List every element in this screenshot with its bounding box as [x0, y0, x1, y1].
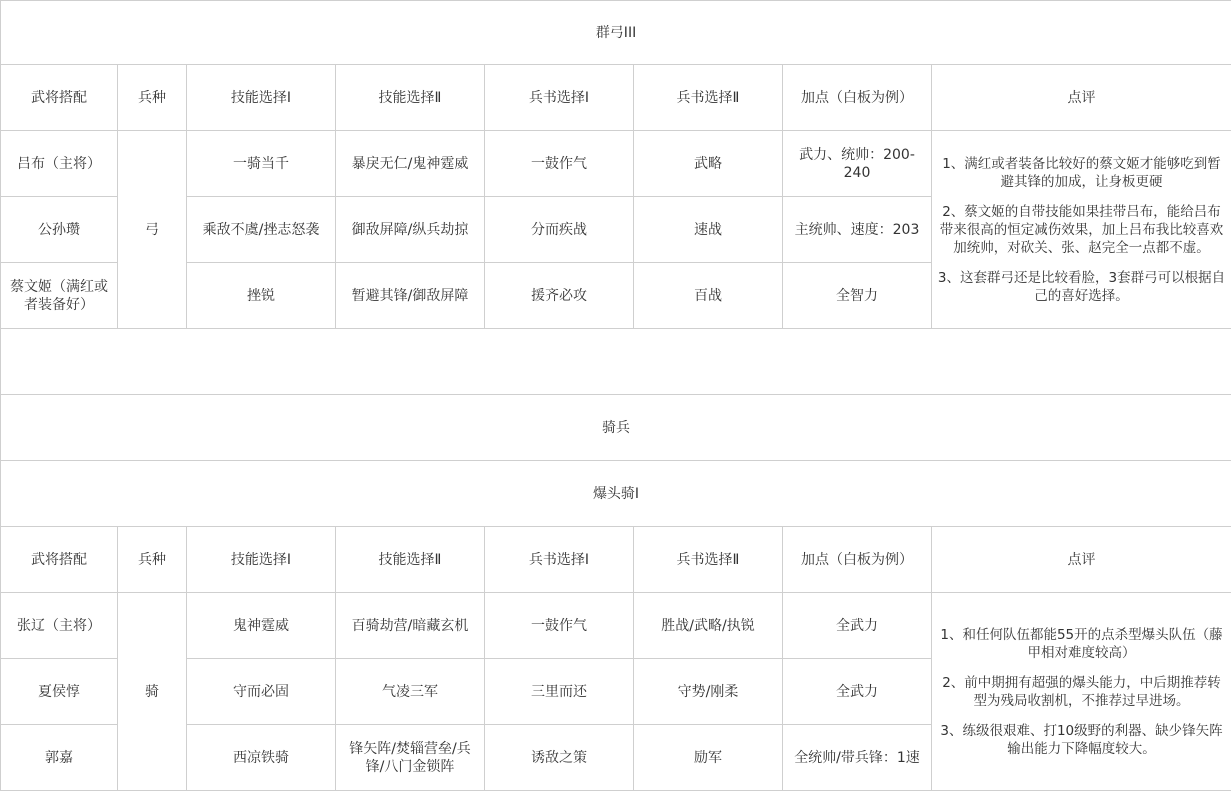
blank-row: [1, 329, 1231, 395]
category-title-cavalry: 骑兵: [1, 395, 1231, 461]
skill2-cell: 百骑劫营/暗藏玄机: [336, 593, 485, 659]
book2-cell: 守势/刚柔: [634, 659, 783, 725]
header-troop: 兵种: [118, 527, 187, 593]
header-skill1: 技能选择Ⅰ: [187, 527, 336, 593]
skill2-cell: 气凌三军: [336, 659, 485, 725]
header-general: 武将搭配: [1, 65, 118, 131]
points-cell: 武力、统帅：200-240: [783, 131, 932, 197]
table-row: [1, 593, 1231, 659]
header-skill2: 技能选择Ⅱ: [336, 65, 485, 131]
book1-cell: 三里而还: [485, 659, 634, 725]
header-book1: 兵书选择Ⅰ: [485, 527, 634, 593]
table-row: [1, 131, 1231, 197]
header-row: [1, 527, 1231, 593]
book1-cell: 诱敌之策: [485, 725, 634, 791]
section-title-qungong: 群弓III: [1, 1, 1231, 65]
general-cell: 公孙瓒: [1, 197, 118, 263]
book2-cell: 速战: [634, 197, 783, 263]
points-cell: 全统帅/带兵锋：1速: [783, 725, 932, 791]
points-cell: 全武力: [783, 659, 932, 725]
skill2-cell: 御敌屏障/纵兵劫掠: [336, 197, 485, 263]
general-cell: 张辽（主将）: [1, 593, 118, 659]
book2-cell: 武略: [634, 131, 783, 197]
header-points: 加点（白板为例）: [783, 527, 932, 593]
skill1-cell: 守而必固: [187, 659, 336, 725]
header-skill1: 技能选择Ⅰ: [187, 65, 336, 131]
skill1-cell: 鬼神霆威: [187, 593, 336, 659]
section-title-baotouqi: 爆头骑Ⅰ: [1, 461, 1231, 527]
skill2-cell: 暴戾无仁/鬼神霆威: [336, 131, 485, 197]
general-cell: 郭嘉: [1, 725, 118, 791]
header-book2: 兵书选择Ⅱ: [634, 65, 783, 131]
general-cell: 夏侯惇: [1, 659, 118, 725]
skill1-cell: 挫锐: [187, 263, 336, 329]
skill2-cell: 暂避其锋/御敌屏障: [336, 263, 485, 329]
comment-line: 1、满红或者装备比较好的蔡文姬才能够吃到暂避其锋的加成，让身板更硬: [936, 155, 1227, 191]
general-cell: 蔡文姬（满红或者装备好）: [1, 263, 118, 329]
header-comment: 点评: [932, 527, 1231, 593]
book1-cell: 一鼓作气: [485, 131, 634, 197]
comment-line: 3、这套群弓还是比较看脸，3套群弓可以根据自己的喜好选择。: [936, 269, 1227, 305]
comment-cell: [932, 593, 1231, 791]
header-comment: 点评: [932, 65, 1231, 131]
header-points: 加点（白板为例）: [783, 65, 932, 131]
header-troop: 兵种: [118, 65, 187, 131]
points-cell: 全武力: [783, 593, 932, 659]
comment-line: 2、蔡文姬的自带技能如果挂带吕布，能给吕布带来很高的恒定减伤效果，加上吕布我比较喜欢加统帅，对砍关、张、赵完全一点都不虚。: [936, 203, 1227, 257]
points-cell: 全智力: [783, 263, 932, 329]
header-row: [1, 65, 1231, 131]
header-skill2: 技能选择Ⅱ: [336, 527, 485, 593]
skill1-cell: 乘敌不虞/挫志怒袭: [187, 197, 336, 263]
skill1-cell: 西凉铁骑: [187, 725, 336, 791]
skill2-cell: 锋矢阵/焚辎营垒/兵锋/八门金锁阵: [336, 725, 485, 791]
troop-cell: 骑: [118, 593, 187, 791]
book2-cell: 百战: [634, 263, 783, 329]
general-cell: 吕布（主将）: [1, 131, 118, 197]
skill1-cell: 一骑当千: [187, 131, 336, 197]
troop-cell: 弓: [118, 131, 187, 329]
book1-cell: 一鼓作气: [485, 593, 634, 659]
book1-cell: 分而疾战: [485, 197, 634, 263]
book1-cell: 援齐必攻: [485, 263, 634, 329]
comment-line: 1、和任何队伍都能55开的点杀型爆头队伍（藤甲相对难度较高）: [936, 626, 1227, 662]
book2-cell: 励军: [634, 725, 783, 791]
comment-cell: [932, 131, 1231, 329]
points-cell: 主统帅、速度：203: [783, 197, 932, 263]
header-book2: 兵书选择Ⅱ: [634, 527, 783, 593]
header-general: 武将搭配: [1, 527, 118, 593]
book2-cell: 胜战/武略/执锐: [634, 593, 783, 659]
header-book1: 兵书选择Ⅰ: [485, 65, 634, 131]
comment-line: 3、练级很艰难、打10级野的利器、缺少锋矢阵输出能力下降幅度较大。: [936, 722, 1227, 758]
comment-line: 2、前中期拥有超强的爆头能力，中后期推荐转型为残局收割机，不推荐过早进场。: [936, 674, 1227, 710]
